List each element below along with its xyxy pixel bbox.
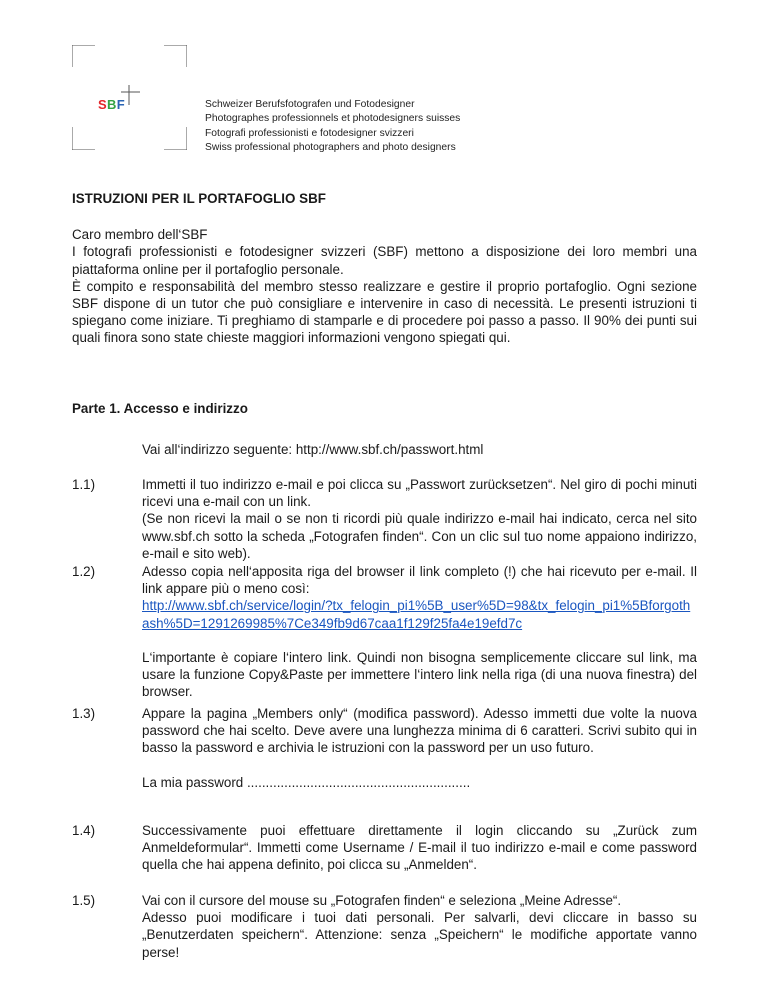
org-name-fr: Photographes professionnels et photodesigners suisses [205, 113, 461, 125]
step-1-3 [72, 705, 697, 791]
step-1-4 [72, 822, 697, 874]
lead-instruction [72, 441, 697, 458]
step-note: Adesso puoi modificare i tuoi dati personali. Per salvarli, devi cliccare in basso su „Benutzerdaten speichern“. Attenzione: senza „Speichern“ le modifiche apportate vanno perse! [142, 910, 697, 960]
document-title: ISTRUZIONI PER IL PORTAFOGLIO SBF [72, 191, 326, 206]
org-name-de: Schweizer Berufsfotografen und Fotodesigner [205, 99, 415, 110]
step-number: 1.4) [72, 823, 96, 838]
sbf-letter-b: B [106, 97, 117, 112]
sbf-letter-s: S [98, 97, 107, 112]
step-number: 1.5) [72, 893, 96, 908]
sbf-letter-f: F [116, 97, 125, 112]
step-1-1 [72, 476, 697, 562]
organization-names [205, 98, 460, 156]
org-name-en: Swiss professional photographers and photo designers [205, 142, 456, 154]
lead-text: Vai all‘indirizzo seguente: http://www.sbf.ch/passwort.html [142, 442, 484, 457]
sbf-wordmark [98, 97, 125, 112]
step-note: L‘importante è copiare l‘intero link. Quindi non bisogna semplicemente cliccare sul link, ma usare la funzione Copy&Paste per immettere l‘intero link nella riga (di una nuova finestra) del browser. [142, 649, 697, 700]
step-1-5 [72, 892, 697, 961]
greeting: Caro membro dell‘SBF [72, 227, 208, 243]
step-text: Immetti il tuo indirizzo e-mail e poi clicca su „Passwort zurücksetzen“. Nel giro di pochi minuti ricevi una e-mail con un link. [142, 477, 697, 510]
step-text: Vai con il cursore del mouse su „Fotografen finden“ e seleziona „Meine Adresse“. [142, 893, 622, 908]
intro-text [72, 226, 697, 346]
step-number: 1.3) [72, 706, 96, 721]
intro-paragraph-1: I fotografi professionisti e fotodesigner svizzeri (SBF) mettono a disposizione dei loro membri una piattaforma online per il portafoglio personale. [72, 244, 697, 277]
password-line: La mia password ............................................................ [142, 774, 471, 790]
org-name-it: Fotografi professionisti e fotodesigner svizzeri [205, 127, 414, 139]
section-title: Parte 1. Accesso e indirizzo [72, 401, 248, 416]
step-text: Successivamente puoi effettuare direttamente il login cliccando su „Zurück zum Anmeldeformular“. Immetti come Username / E-mail il tuo indirizzo e-mail e come password quella che hai appena definito, poi clicca su „Anmelden“. [142, 823, 697, 873]
password-reset-link[interactable]: http://www.sbf.ch/service/login/?tx_felogin_pi1%5B_user%5D=98&tx_felogin_pi1%5Bforgothash%5D=1291269985%7Ce349fb9d67caa1f129f25fa4e19efd7c [142, 598, 691, 631]
step-text: Adesso copia nell‘apposita riga del browser il link completo (!) che hai ricevuto per e-mail. Il link appare più o meno così: [142, 564, 697, 597]
step-number: 1.1) [72, 477, 96, 492]
step-1-2 [72, 563, 697, 700]
step-text: Appare la pagina „Members only“ (modifica password). Adesso immetti due volte la nuova password che hai scelto. Deve avere una lunghezza minima di 6 caratteri. Scrivi subito qui in basso la password e archivia le istruzioni con la password per un uso futuro. [142, 706, 697, 756]
step-number: 1.2) [72, 564, 96, 579]
step-note: (Se non ricevi la mail o se non ti ricordi più quale indirizzo e-mail hai indicato, cerca nel sito www.sbf.ch sotto la scheda „Fotografen finden“. Con un clic sul tuo nome appaiono indirizzo, e-mail e sito web). [142, 511, 697, 561]
sbf-logo [72, 45, 187, 150]
crop-marks-icon [72, 45, 187, 150]
intro-paragraph-2: È compito e responsabilità del membro stesso realizzare e gestire il proprio portafoglio. Ogni sezione SBF dispone di un tutor che può consigliare e intervenire in caso di necessità. Le presenti istruzioni ti spiegano come iniziare. Ti preghiamo di stamparle e di procedere poi passo a passo. Il 90% dei punti sui quali finora sono state chieste maggiori informazioni vengono spiegati qui. [72, 278, 697, 346]
intro-section [72, 190, 697, 347]
